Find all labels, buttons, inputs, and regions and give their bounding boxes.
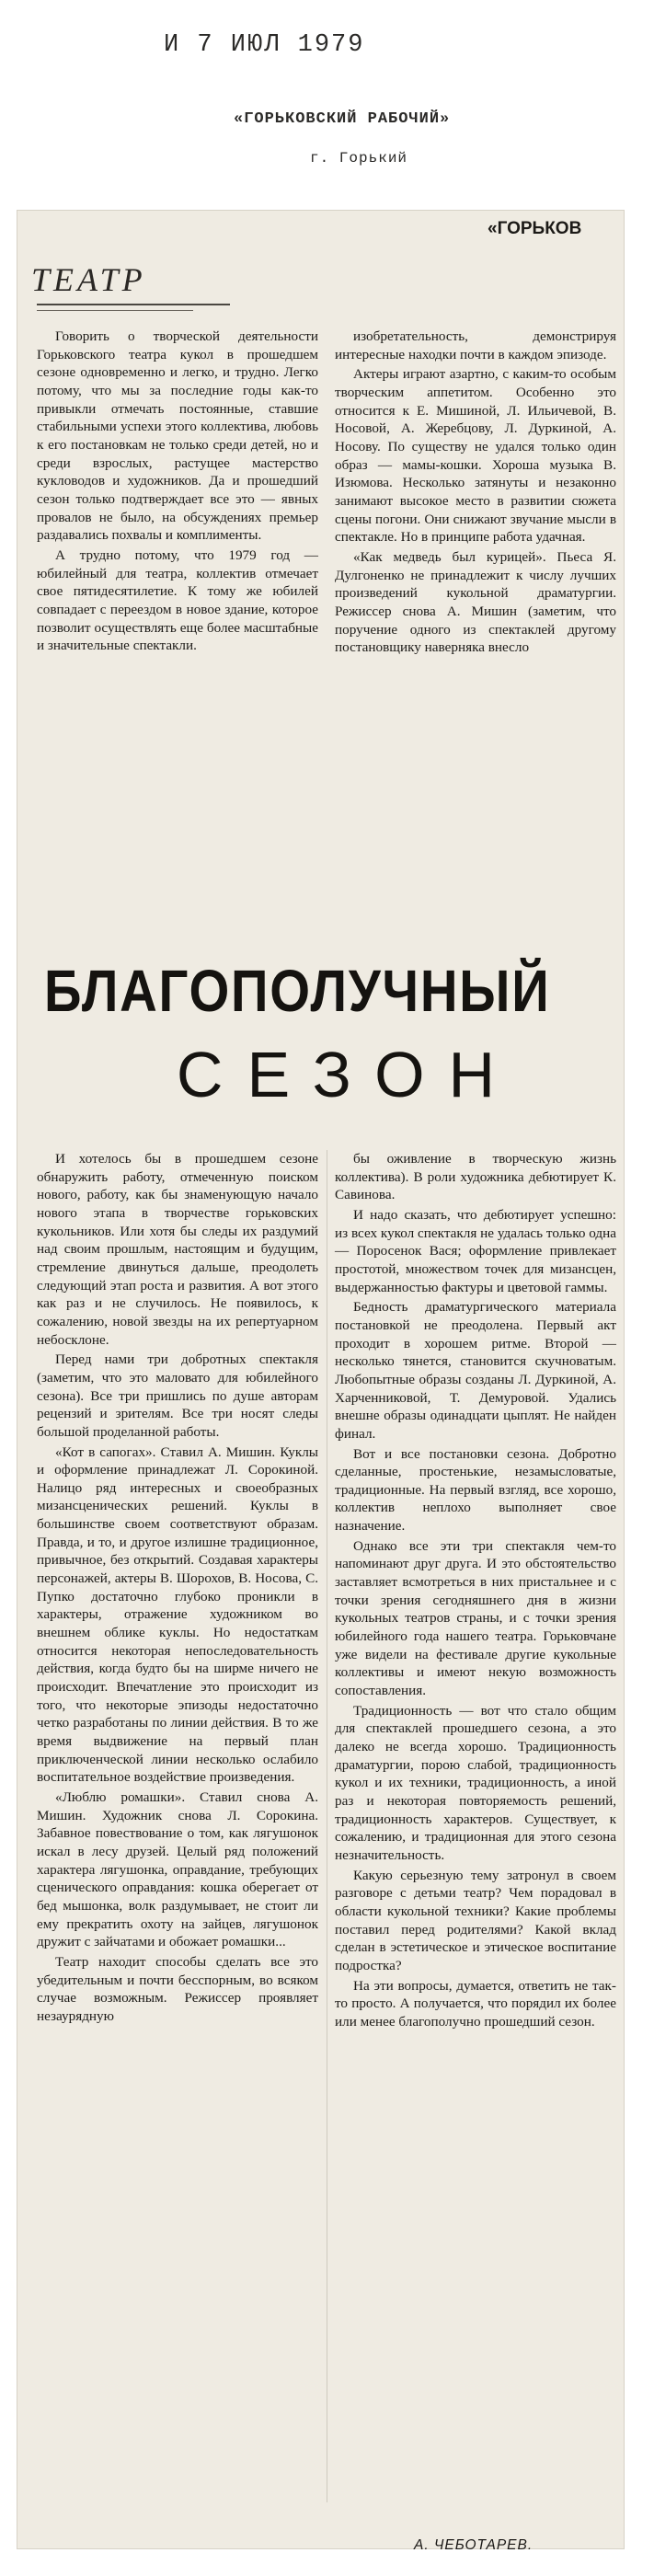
article-subheadline: СЕЗОН (176, 1039, 520, 1110)
intro-column-right (335, 328, 616, 657)
paragraph: бы оживление в творческую жизнь коллектива). В роли художника дебютирует К. Савинова. (335, 1151, 616, 1203)
paragraph: А трудно потому, что 1979 год — юбилейный для театра, коллектив отмечает свое пятидесятилетие. К тому же юбилей совпадает с переездом в новое здание, которое позволит осуществлять еще более масштабные и значительные спектакли. (37, 546, 318, 654)
author-signature: А. ЧЕБОТАРЕВ. (414, 2537, 534, 2553)
rubric-theatre: ТЕАТР (31, 261, 146, 298)
paragraph: Какую серьезную тему затронул в своем разговоре с детьми театр? Чем порадовал в области кукольной техники? Какие проблемы поставил перед родителями? Какой вклад сделан в эстетическое и этическое воспитание подростка? (335, 1867, 616, 1973)
intro-column-left (37, 328, 318, 655)
paragraph: Традиционность — вот что стало общим для спектаклей прошедшего сезона, а это далеко не всегда хорошо. Традиционность драматургии, порою слабой, традиционность кукол и их техники, традиционность, а иной раз и некоторая повторяемость решений, традиционность характеров. Существует, к сожалению, и традиционная для этого сезона незначительность. (335, 1702, 616, 1863)
paragraph: Говорить о творческой деятельности Горьковского театра кукол в прошедшем сезоне одновременно и легко, и трудно. Легко потому, что мы за последние годы как-то привыкли отмечать постоянные, ставшие стабильными успехи этого коллектива, любовь к его постановкам не только среди детей, но и среди взрослых, растущее мастерство кукловодов и художников. Да и прошедший сезон только подтверждает все это — явных провалов не было, на обсуждениях премьер раздавались похвалы и комплименты. (37, 328, 318, 544)
city-stamp: г. Горький (310, 150, 408, 167)
paragraph: Актеры играют азартно, с каким-то особым творческим аппетитом. Особенно это относится к Е. Мишиной, Л. Ильичевой, В. Носовой, А. Жеребцову, Л. Дуркиной, А. Носову. По существу не удался только один образ — мамы-кошки. Хороша музыка В. Изюмова. Несколько затянуты и незаконно занимают высокое место в развитии сюжета сцены погони. Они снижают звучание мысли в спектакле. Но в принципе работа удачная. (335, 366, 616, 546)
paragraph: На эти вопросы, думается, ответить не так-то просто. А получается, что порядил их более или менее благополучно прошедший сезон. (335, 1977, 616, 2030)
body-column-right (335, 1150, 616, 2031)
paragraph: Бедность драматургического материала постановкой не преодолена. Первый акт проходит в хорошем ритме. Второй — несколько тянется, становится скучноватым. Любопытные образы созданы Л. Дуркиной, А. Харченниковой, Т. Демуровой. Удались внешне образы одинадцати цыплят. Не найден финал. (335, 1299, 616, 1442)
paragraph: «Как медведь был курицей». Пьеса Я. Дулгоненко не принадлежит к числу лучших произведений кукольной драматургии. Режиссер снова А. Мишин (заметим, что поручение одного из спектаклей другому постановщику наверняка внесло (335, 548, 616, 656)
paragraph: Однако все эти три спектакля чем-то напоминают друг друга. И это обстоятельство заставляет всмотреться в них пристальнее и с точки зрения сегодняшнего дня в жизни кукольных театров страны, и с точки зрения юбилейного года нашего театра. Горьковчане уже видели на фестивале другие кукольные коллективы и имеют некую возможность сопоставления. (335, 1537, 616, 1699)
date-stamp: И 7 ИЮЛ 1979 (164, 31, 365, 59)
paragraph: И надо сказать, что дебютирует успешно: из всех кукол спектакля не удалась только одна — Поросенок Вася; оформление привлекает простотой, множеством точек для мизансцен, выдержанностью фактуры и цветовой гаммы. (335, 1206, 616, 1295)
newspaper-stamp: «ГОРЬКОВСКИЙ РАБОЧИЙ» (234, 110, 451, 128)
paragraph: И хотелось бы в прошедшем сезоне обнаружить работу, отмеченную поиском нового, работу, как бы знаменующую начало нового этапа в творчестве горьковских кукольников. Или хотя бы следы их раздумий над своим прошлым, настоящим и будущим, стремление двинуться дальше, преодолеть следующий этап роста и развития. А вот этого как раз и не случилось. Не появилось, к сожалению, новой звезды на их репертуарном небосклоне. (37, 1151, 318, 1348)
masthead-fragment: «ГОРЬКОВ (488, 219, 582, 238)
body-column-left (37, 1150, 318, 2026)
paragraph: «Люблю ромашки». Ставил снова А. Мишин. Художник снова Л. Сорокина. Забавное повествование о том, как лягушонок искал в лесу друзей. Целый ряд положений характера лягушонка, оправдание, требующих сценического оправдания: кошка оберегает от бед мышонка, волк раздумывает, не стоит ли ему прекратить охоту на зайцев, лягушонок дружит с зайчатами и обожает ромашки... (37, 1788, 318, 1950)
rubric-underline (37, 304, 230, 305)
paragraph: Театр находит способы сделать все это убедительным и почти бесспорным, во всяком случае возможным. Режиссер проявляет незаурядную (37, 1953, 318, 2024)
article-headline: БЛАГОПОЛУЧНЫЙ (44, 958, 551, 1024)
paragraph: изобретательность, демонстрируя интересные находки почти в каждом эпизоде. (335, 328, 616, 362)
rubric-underline-2 (37, 310, 193, 311)
paragraph: Перед нами три добротных спектакля (заметим, что это маловато для юбилейного сезона). Все три пришлись по душе авторам рецензий и зрителям. Все три носят следы большой проделанной работы. (37, 1351, 318, 1440)
paragraph: Вот и все постановки сезона. Добротно сделанные, простенькие, незамысловатые, традиционные. На первый взгляд, все хорошо, коллектив неплохо выполняет свое назначение. (335, 1445, 616, 1535)
paragraph: «Кот в сапогах». Ставил А. Мишин. Куклы и оформление принадлежат Л. Сорокиной. Налицо ряд интересных и своеобразных мизансценических решений. Куклы в большинстве своем соответствуют образам. Правда, и то, и другое излишне традиционное, привычное, без открытий. Создавая характеры персонажей, актеры В. Шорохов, В. Носова, С. Пупко достаточно глубоко проникли в характеры, отражение художником во внешнем облике куклы. Но недостаткам относится некоторая непоследовательность действия, когда будто бы на ширме ничего не происходит. Впечатление это происходит из того, что некоторые эпизоды недостаточно четко разработаны по линии действия. В то же время выдвижение на первый план приключенческой линии несколько ослабило воспитательное воздействие произведения. (37, 1443, 318, 1786)
